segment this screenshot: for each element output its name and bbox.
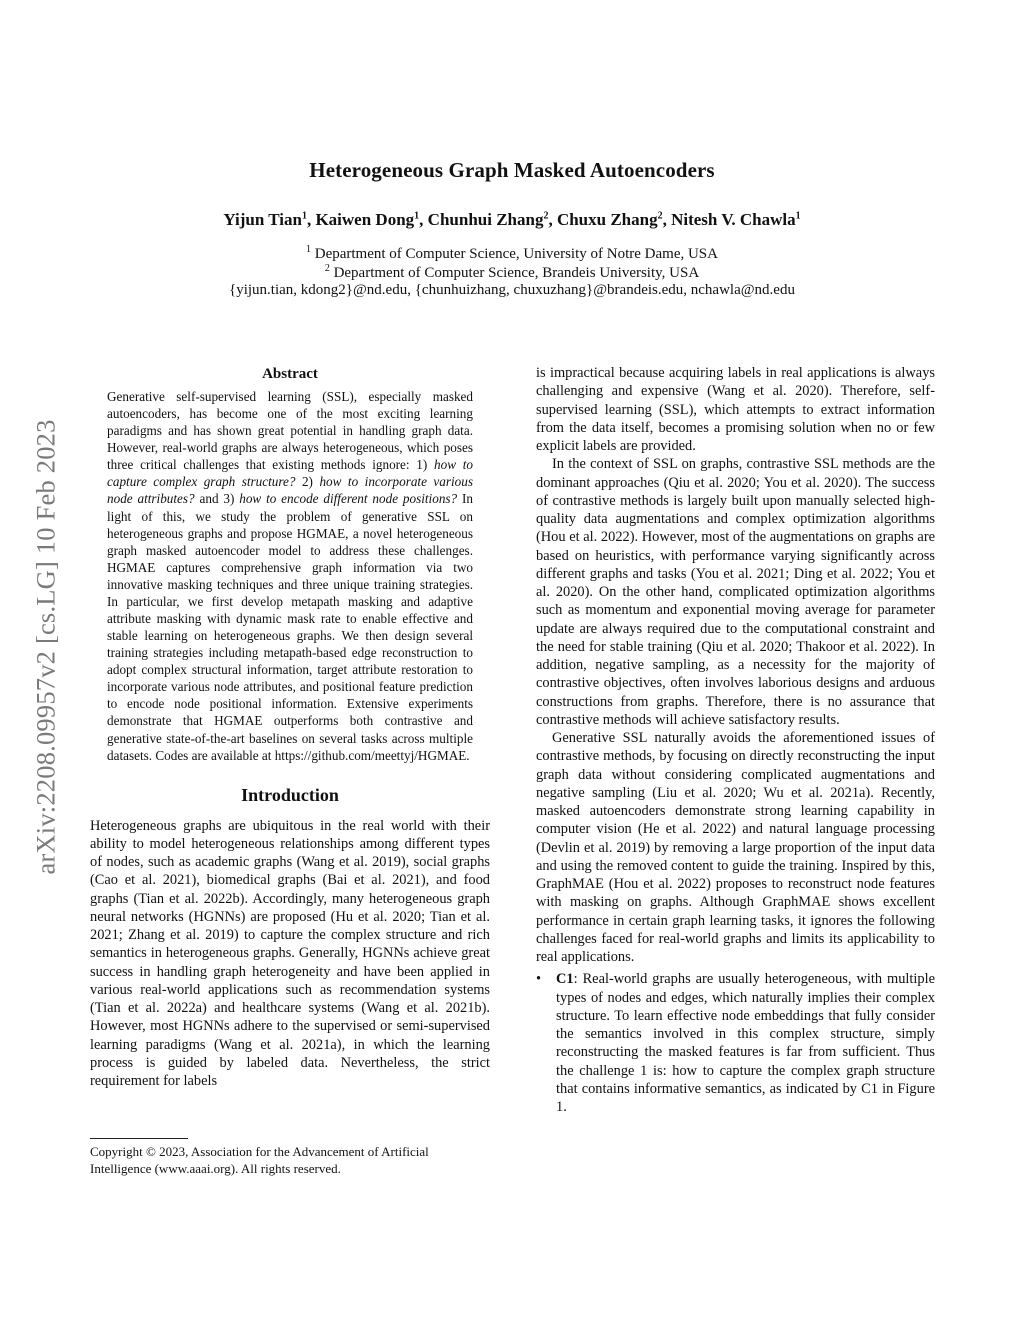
intro-paragraph-3: Generative SSL naturally avoids the aforementioned issues of contrastive methods, by focusing on directly reconstructing the input graph data without considering complicated augmentations and negative sampling (Liu et al. 2020; Wu et al. 2021a). Recently, masked autoencoders demonstrate strong learning capability in computer vision (He et al. 2022) and natural language processing (Devlin et al. 2019) by removing a large proportion of the input data and using the removed content to guide the training. Inspired by this, GraphMAE (Hou et al. 2022) proposes to reconstruct node features with masking on graphs. Although GraphMAE shows excellent performance in certain graph learning tasks, it ignores the following challenges faced for real-world graphs and limits its applicability to real applications. [536,730,935,965]
abstract-text [107,388,473,764]
challenge-description: : Real-world graphs are usually heterogeneous, with multiple types of nodes and edges, which naturally implies their complex structure. To learn effective node embeddings that fully consider the semantics involved in this complex structure, simply reconstructing the masked features is far from sufficient. Thus the challenge 1 is: how to capture the complex graph structure that contains informative semantics, as indicated by C1 in Figure 1. [556,971,935,1115]
abstract-text-run: Generative self-supervised learning (SSL), especially masked autoencoders, has become one of the most exciting learning paradigms and has shown great potential in handling graph data. However, real-world graphs are always heterogeneous, which poses three critical challenges that existing methods ignore: 1) [107,389,473,473]
intro-paragraph-1-part-2: is impractical because acquiring labels in real applications is always challenging and expensive (Wang et al. 2020). Therefore, self-supervised learning (SSL), which attempts to extract information from the data itself, becomes a promising solution when no or few explicit labels are provided. [536,365,935,454]
abstract-text-run: In light of this, we study the problem of generative SSL on heterogeneous graphs and propose HGMAE, a novel heterogeneous graph masked autoencoder model to address these challenges. HGMAE captures comprehensive graph information via two innovative masking techniques and three unique training strategies. In particular, we first develop metapath masking and adaptive attribute masking with dynamic mask rate to enable effective and stable learning on heterogeneous graphs. We then design several training strategies including metapath-based edge reconstruction to adopt complex structural information, target attribute restoration to incorporate various node attributes, and positional feature prediction to encode node positional information. Extensive experiments demonstrate that HGMAE outperforms both contrastive and generative state-of-the-art baselines on several tasks across multiple datasets. Codes are available at https://github.com/meettyj/HGMAE. [107,491,473,763]
left-column [90,366,490,1090]
author-affiliation-mark: 2 [657,210,663,222]
author-affiliation-mark: 2 [543,210,549,222]
affiliation-text: Department of Computer Science, University of Notre Dame, USA [314,246,718,262]
footnote-rule [90,1138,188,1139]
abstract-question: how to capture complex graph structure? [107,457,473,490]
challenge-c1-text [556,970,935,1116]
abstract-heading: Abstract [262,366,318,382]
author-name: Yijun Tian [223,210,302,229]
affiliation [0,263,1024,282]
abstract-text-run: and 3) [194,491,240,507]
arxiv-identifier [30,352,61,942]
arxiv-identifier-text: arXiv:2208.09957v2 [cs.LG] 10 Feb 2023 [30,419,61,875]
affiliation-number: 2 [324,263,330,274]
affiliation-number: 1 [306,244,311,255]
author-name: Chuxu Zhang [556,210,658,229]
author-affiliation-mark: 1 [414,210,420,222]
author-name: Chunhui Zhang [427,210,544,229]
author-affiliation-mark: 1 [301,210,307,222]
abstract-question: how to incorporate various node attributes? [107,474,473,507]
author-name: Kaiwen Dong [315,210,415,229]
abstract-text-run: 2) [295,474,320,490]
abstract-question: how to encode different node positions? [239,491,458,507]
author-list: Yijun Tian$^1$, Kaiwen Dong$^1$, Chunhui Zhang$^2$, Chuxu Zhang$^2$, Nitesh V. Chawla$^1$ [223,210,801,229]
challenge-c1-item [536,970,935,1116]
author-emails: {yijun.tian, kdong2}@nd.edu, {chunhuizhang, chuxuzhang}@brandeis.edu, nchawla@nd.edu [229,282,795,298]
author-affiliation-mark: 1 [795,210,801,222]
copyright-footnote: Copyright © 2023, Association for the Advancement of Artificial Intelligence (www.aaai.org). All rights reserved. [90,1144,429,1176]
affiliation [0,244,1024,263]
affiliation-text: Department of Computer Science, Brandeis University, USA [333,265,700,281]
challenge-label: C1 [556,971,574,988]
right-column [536,364,935,1116]
author-name: Nitesh V. Chawla [671,210,796,229]
intro-paragraph-1-part-1: Heterogeneous graphs are ubiquitous in the real world with their ability to model heterogeneous relationships among different types of nodes, such as academic graphs (Wang et al. 2019), social graphs (Cao et al. 2021), biomedical graphs (Bai et al. 2021), and food graphs (Tian et al. 2022b). Accordingly, many heterogeneous graph neural networks (HGNNs) are proposed (Hu et al. 2020; Tian et al. 2021; Zhang et al. 2019) to capture the complex structure and rich semantics in heterogeneous graphs. Generally, HGNNs achieve great success in handling graph heterogeneity and have been applied in various real-world applications such as recommendation systems (Tian et al. 2022a) and healthcare systems (Wang et al. 2021b). However, most HGNNs adhere to the supervised or semi-supervised learning paradigms (Wang et al. 2021a), in which the learning process is guided by labeled data. Nevertheless, the strict requirement for labels [90,817,490,1090]
intro-paragraph-2: In the context of SSL on graphs, contrastive SSL methods are the dominant approaches (Qiu et al. 2020; You et al. 2020). The success of contrastive methods is largely built upon manually selected high-quality data augmentations and complex optimization algorithms (Hou et al. 2022). However, most of the augmentations on graphs are based on heuristics, with performance varying significantly across different graphs and tasks (You et al. 2021; Ding et al. 2022; You et al. 2020). On the other hand, complicated optimization algorithms such as momentum and exponential moving average for parameter update are always required due to the computational constraint and the need for stable training (Qiu et al. 2020; Thakoor et al. 2022). In addition, negative sampling, as a necessity for the majority of contrastive objectives, often involves laborious designs and arduous constructions from graphs. Therefore, there is no assurance that contrastive methods will achieve satisfactory results. [536,456,935,728]
introduction-heading: Introduction [241,784,339,805]
paper-title: Heterogeneous Graph Masked Autoencoders [309,158,715,182]
bullet-marker: • [536,971,542,988]
